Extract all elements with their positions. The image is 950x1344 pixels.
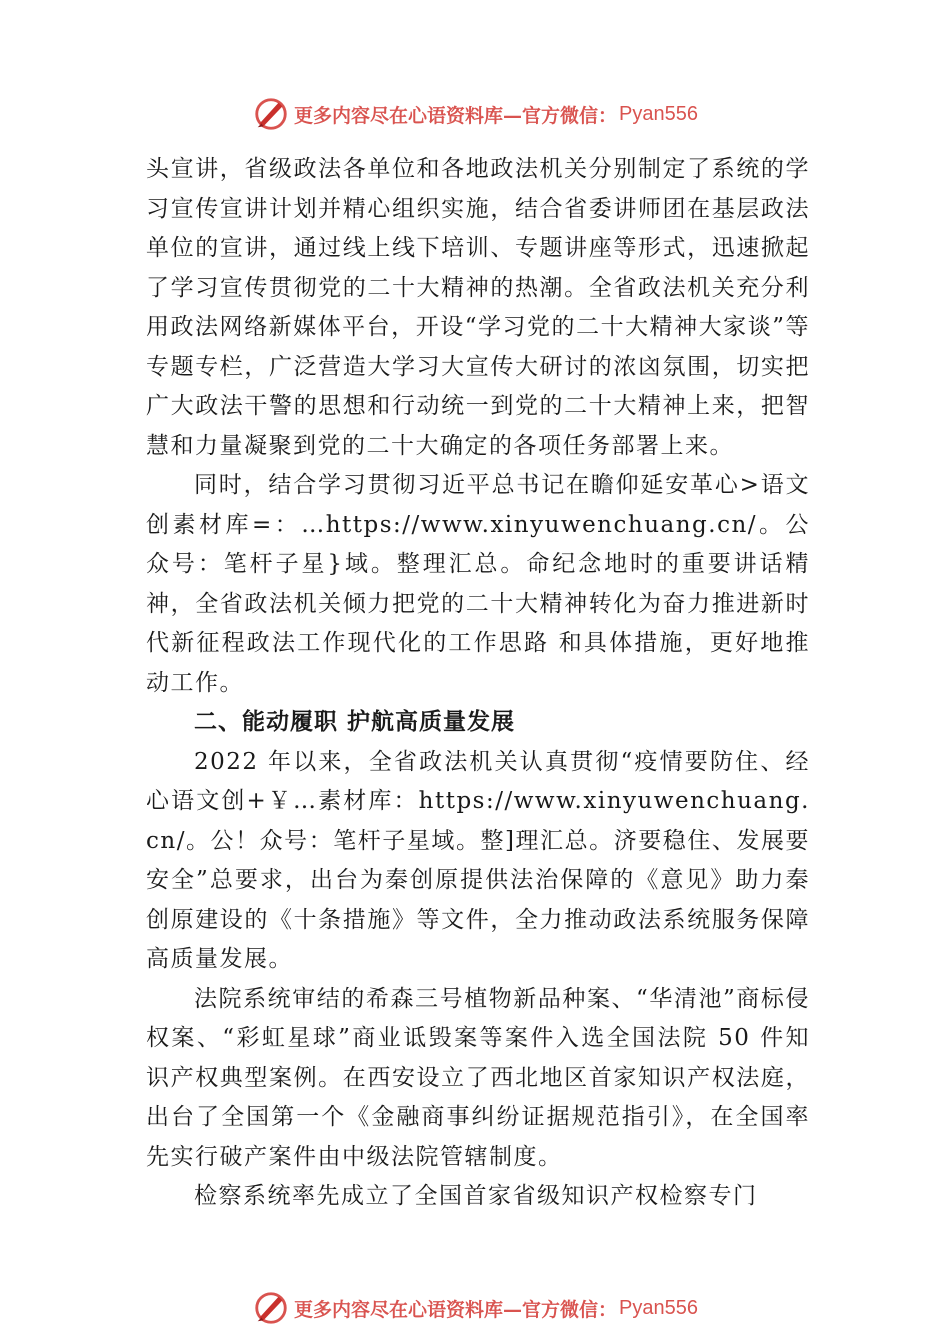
- paragraph: 法院系统审结的希森三号植物新品种案、“华清池”商标侵权案、“彩虹星球”商业诋毁案等案件入选全国法院 50 件知识产权典型案例。在西安设立了西北地区首家知识产权法庭，出台了全国第一个《金融商事纠纷证据规范指引》，在全国率先实行破产案件由中级法院管辖制度。: [146, 985, 810, 1170]
- document-body: [146, 150, 810, 1217]
- banner-wechat-handle: Pyan556: [619, 1296, 698, 1319]
- pen-nib-circle-icon: [252, 1289, 290, 1327]
- pen-nib-circle-icon: [252, 95, 290, 133]
- footer-watermark-banner: [0, 1286, 950, 1330]
- paragraph: 同时，结合学习贯彻习近平总书记在瞻仰延安革心>语文创素材库=：…https://www.xinyuwenchuang.cn/。公众号：笔杆子星}域。整理汇总。命纪念地时的重要讲话精神，全省政法机关倾力把党的二十大精神转化为奋力推进新时代新征程政法工作现代化的工作思路 和具体措施，更好地推动工作。: [146, 472, 810, 696]
- section-heading: 二、能动履职 护航高质量发展: [194, 709, 516, 735]
- paragraph: 检察系统率先成立了全国首家省级知识产权检察专门: [194, 1183, 758, 1209]
- banner-text: 更多内容尽在心语资料库—官方微信：: [294, 1298, 618, 1321]
- paragraph: 2022 年以来，全省政法机关认真贯彻“疫情要防住、经心语文创+￥…素材库：https://www.xinyuwenchuang.cn/。公！众号：笔杆子星域。整]理汇总。济要稳住、发展要安全”总要求，出台为秦创原提供法治保障的《意见》助力秦创原建设的《十条措施》等文件，全力推动政法系统服务保障高质量发展。: [146, 748, 810, 972]
- banner-wechat-handle: Pyan556: [619, 102, 698, 125]
- header-watermark-banner: [0, 92, 950, 136]
- banner-text: 更多内容尽在心语资料库—官方微信：: [294, 104, 618, 127]
- paragraph-continued: 头宣讲，省级政法各单位和各地政法机关分别制定了系统的学习宣传宣讲计划并精心组织实施，结合省委讲师团在基层政法单位的宣讲，通过线上线下培训、专题讲座等形式，迅速掀起了学习宣传贯彻党的二十大精神的热潮。全省政法机关充分利用政法网络新媒体平台，开设“学习党的二十大精神大家谈”等专题专栏，广泛营造大学习大宣传大研讨的浓㓙氛围，切实把广大政法干警的思想和行动统一到党的二十大精神上来，把智慧和力量凝聚到党的二十大确定的各项任务部署上来。: [146, 156, 810, 459]
